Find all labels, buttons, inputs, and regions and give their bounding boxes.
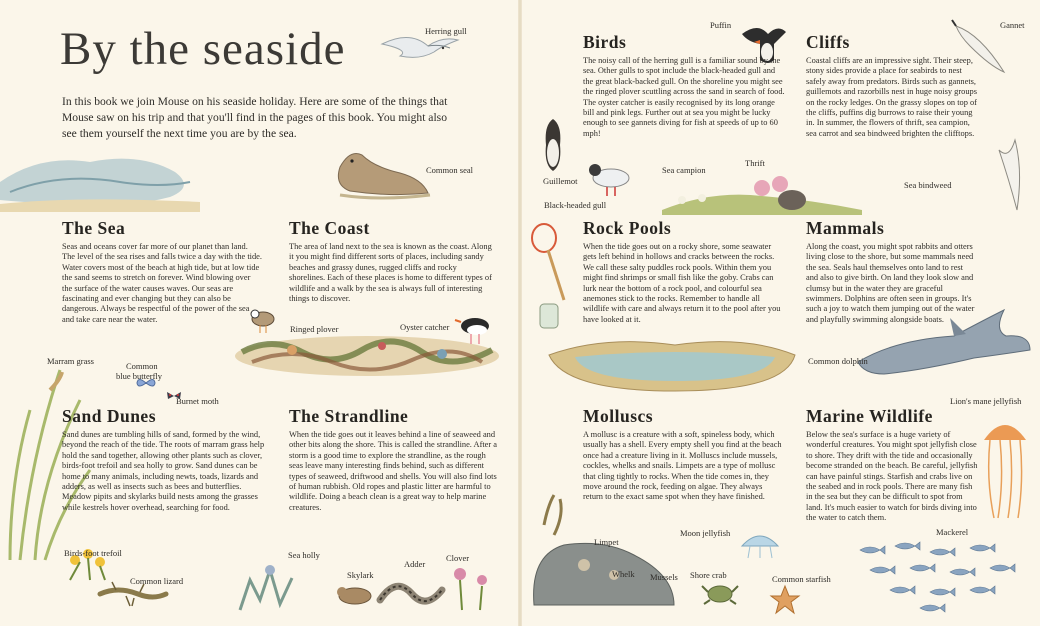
label-mussels: Mussels — [650, 572, 678, 582]
label-burnet-moth: Burnet moth — [176, 396, 219, 406]
label-clover: Clover — [446, 553, 470, 563]
section-mammals — [806, 218, 976, 325]
label-oyster-catcher: Oyster catcher — [400, 322, 450, 332]
section-rock-pools — [583, 218, 783, 325]
moon-jellyfish-illustration — [740, 530, 780, 560]
section-text: When the tide goes out it leaves behind a line of seaweed and other bits along the shore. This is called the strandline. After a storm is a good time to explore the strandline, as the rough seas leave many interesting finds behind, such as different types of seaweed, driftwood and shells. You will also find lots of human rubbish. Old ropes and plastic litter are harmful to wildlife. Doing a beach clean is a great way to help marine creatures. — [289, 430, 498, 512]
label-thrift: Thrift — [745, 158, 765, 168]
adder-illustration — [376, 570, 446, 610]
section-title: The Strandline — [289, 406, 409, 426]
section-marine-wildlife — [806, 406, 978, 524]
section-text: Seas and oceans cover far more of our planet than land. The level of the sea rises and falls twice a day with the tide. Water covers most of the beach at high tide, but at low tide the sand seems to stretch on forever. Wind blowing over the surface of the water causes waves. Our seas are fascinating and ever changing but they can also be dangerous. Always be respectful of the power of the sea and take care near the water. — [62, 242, 262, 324]
label-guillemot: Guillemot — [543, 176, 578, 186]
section-sand-dunes — [62, 406, 272, 513]
label-marram-grass: Marram grass — [47, 356, 94, 366]
label-mackerel: Mackerel — [936, 527, 969, 537]
label-puffin: Puffin — [710, 20, 732, 30]
oyster-catcher-illustration — [455, 312, 495, 346]
label-sea-campion: Sea campion — [662, 165, 706, 175]
section-title: Mammals — [806, 218, 885, 238]
birds-foot-trefoil-illustration — [60, 540, 120, 580]
section-text: The area of land next to the sea is known as the coast. Along it you might find different sorts of places, including sandy beaches and grassy dunes, rugged cliffs and rocky shorelines. Each of these places is home to different types of wildlife and a walk by the sea is always full of interesting things to discover. — [289, 242, 492, 304]
label-sea-holly: Sea holly — [288, 550, 320, 560]
section-title: Rock Pools — [583, 218, 672, 238]
skylark-illustration — [330, 580, 380, 610]
section-title: Sand Dunes — [62, 406, 157, 426]
label-common-lizard: Common lizard — [130, 576, 184, 586]
label-adder: Adder — [404, 559, 426, 569]
label-whelk: Whelk — [612, 569, 635, 579]
mackerel-shoal-illustration — [850, 540, 1035, 615]
common-starfish-illustration — [770, 585, 800, 615]
label-shore-crab: Shore crab — [690, 570, 727, 580]
section-title: Marine Wildlife — [806, 406, 933, 426]
section-text: Along the coast, you might spot rabbits and otters living close to the shore, but some mammals need the sea. Seals haul themselves onto land to rest and also to give birth. On land they look slow and clumsy but in the water they are graceful swimmers. Dolphins are often seen in groups. It's such a joy to watch them jumping out of the water and playfully swimming alongside boats. — [806, 242, 975, 324]
clover-illustration — [440, 560, 500, 610]
label-common-seal: Common seal — [426, 165, 473, 175]
label-common-blue-butterfly: Common — [126, 361, 158, 371]
section-cliffs — [806, 32, 978, 139]
diving-gannet-illustration — [995, 140, 1035, 220]
section-the-sea — [62, 218, 262, 325]
page-gutter — [518, 0, 522, 626]
section-text: Coastal cliffs are an impressive sight. Their steep, stony sides provide a place for seabirds to nest safely away from predators. Birds such as gannets, guillemots and razorbills nest in huge noisy groups on the rocky ledges. On the grassy slopes on top of the cliffs, puffins dig burrows to raise their young in. In summer, the flowers of thrift, sea campion, sea carrot and sea bindweed brighten the clifftops. — [806, 56, 977, 138]
section-title: Cliffs — [806, 32, 850, 52]
label-ringed-plover: Ringed plover — [290, 324, 339, 334]
section-title: Molluscs — [583, 406, 654, 426]
label-black-headed-gull: Black-headed gull — [544, 200, 607, 210]
label-common-blue-butterfly-2: blue butterfly — [116, 371, 163, 381]
jar-illustration — [538, 300, 560, 330]
sea-wave-illustration — [0, 152, 200, 212]
section-title: The Coast — [289, 218, 370, 238]
section-text: When the tide goes out on a rocky shore, some seawater gets left behind in hollows and cracks between the rocks. We call these salty puddles rock pools. Within them you might find shrimps or small fish like the goby. Crabs can lurk near the bottom of a rock pool, and colourful sea anemones stick to the rocks. Remember to handle all wildlife with care and always return it to the pool after you have looked at it. — [583, 242, 781, 324]
label-gannet: Gannet — [1000, 20, 1025, 30]
section-title: Birds — [583, 32, 627, 52]
section-the-strandline — [289, 406, 499, 513]
sea-holly-illustration — [230, 560, 300, 610]
black-headed-gull-illustration — [585, 160, 635, 198]
section-text: The noisy call of the herring gull is a familiar sound by the sea. Other gulls to spot include the black-headed gull and the great black-backed gull. On the shoreline you might see the ringed plover scuttling across the sand in search of food. The oyster catcher is easily recognised by its long orange bill and pink legs. Further out at sea you might be lucky enough to see gannets diving for fish at speeds of up to 60 mph! — [583, 56, 785, 138]
section-text: Below the sea's surface is a huge variety of wonderful creatures. You might spot jellyfish close to shore. They drift with the tide and occasionally become stranded on the beach. Be careful, jellyfish can have painful stings. Starfish and crabs live on the seabed and in rock pools. There are many fish in the sea but they can be difficult to spot from land. It's much easier to watch for birds diving into the water to catch them. — [806, 430, 978, 523]
label-moon-jellyfish: Moon jellyfish — [680, 528, 731, 538]
label-skylark: Skylark — [347, 570, 374, 580]
label-sea-bindweed: Sea bindweed — [904, 180, 952, 190]
herring-gull-illustration — [380, 30, 460, 70]
label-lions-mane-jellyfish: Lion's mane jellyfish — [950, 396, 1022, 406]
fishing-net-illustration — [528, 222, 568, 302]
rock-pool-illustration — [545, 335, 805, 395]
mollusc-rock-illustration — [524, 495, 684, 615]
label-limpet: Limpet — [594, 537, 619, 547]
guillemot-illustration — [538, 115, 568, 175]
section-the-coast — [289, 218, 493, 304]
section-text: A mollusc is a creature with a soft, spineless body, which usually has a shell. Every empty shell you find at the beach once had a creature living in it. Molluscs include mussels, cockles, whelks and snails. Limpets are a type of mollusc that cling tightly to rocks. When the tide comes in, they move around the rock, feeding on algae. They always return to the exact same spot when they have finished. — [583, 430, 782, 502]
section-text: Sand dunes are tumbling hills of sand, formed by the wind, beyond the reach of the tide. The roots of marram grass help hold the sand together, allowing other plants such as clover, birds-foot trefoil and sea holly to grow. Sand dunes can be home to many animals, including newts, toads, lizards and adders, as well as insects such as bees and butterflies. Meadow pipits and skylarks build nests among the grasses while kestrels hover overhead, searching for food. — [62, 430, 265, 512]
common-seal-illustration — [330, 145, 430, 200]
intro-text: In this book we join Mouse on his seaside holiday. Here are some of the things that Mouse saw on his trip and that you'll find in the pages of this book. You might also see them yourself the next time you are by the sea. — [62, 95, 448, 140]
label-common-dolphin: Common dolphin — [808, 356, 868, 366]
label-birds-foot-trefoil: Birds-foot trefoil — [64, 548, 122, 558]
lions-mane-jellyfish-illustration — [980, 410, 1030, 520]
clifftop-flowers-illustration — [662, 170, 862, 215]
shore-crab-illustration — [700, 580, 740, 606]
section-molluscs — [583, 406, 783, 503]
label-herring-gull: Herring gull — [425, 26, 467, 36]
page-title: By the seaside — [60, 23, 346, 75]
section-title: The Sea — [62, 218, 126, 238]
section-birds — [583, 32, 785, 139]
label-common-starfish: Common starfish — [772, 574, 831, 584]
